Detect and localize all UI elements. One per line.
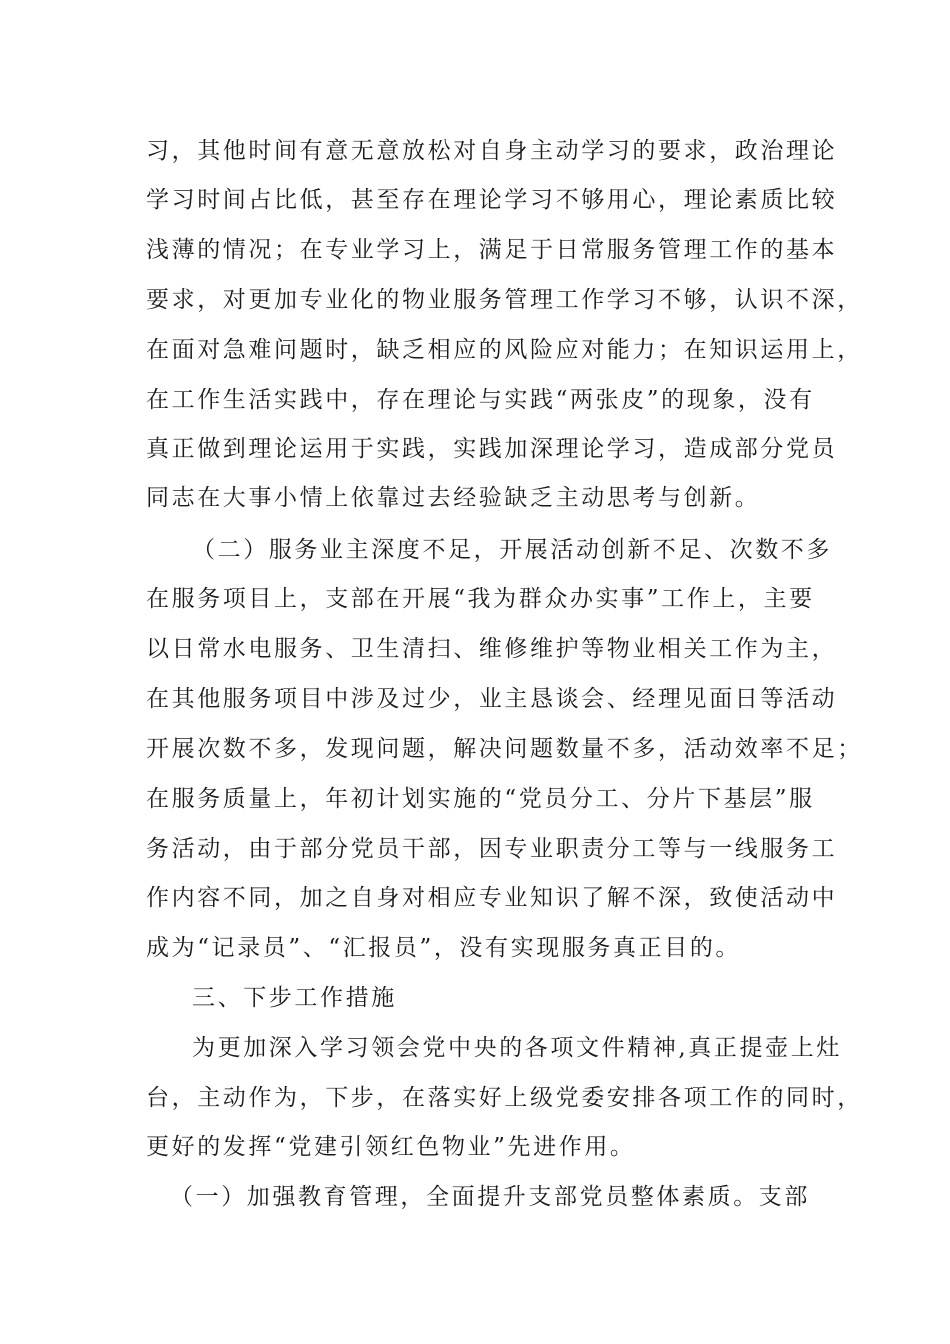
text-line: 更好的发挥“党建引领红色物业”先进作用。	[146, 1134, 636, 1160]
text-line: 在其他服务项目中涉及过少，业主恳谈会、经理见面日等活动	[146, 686, 838, 712]
text-line: 为更加深入学习领会党中央的各项文件精神,真正提壶上灶	[192, 1035, 842, 1061]
text-line: 开展次数不多，发现问题，解决问题数量不多，活动效率不足；	[146, 736, 863, 762]
text-line: 在服务项目上，支部在开展“我为群众办实事”工作上，主要	[146, 586, 815, 612]
text-line: 要求，对更加专业化的物业服务管理工作学习不够，认识不深，	[146, 287, 863, 313]
text-line: 同志在大事小情上依靠过去经验缺乏主动思考与创新。	[146, 485, 761, 511]
section-heading: 三、下步工作措施	[192, 985, 397, 1011]
text-line: 台，主动作为，下步，在落实好上级党委安排各项工作的同时，	[146, 1085, 863, 1111]
text-line: 作内容不同，加之自身对相应专业知识了解不深，致使活动中	[146, 885, 838, 911]
text-line: 务活动，由于部分党员干部，因专业职责分工等与一线服务工	[146, 836, 838, 862]
text-line: 习，其他时间有意无意放松对自身主动学习的要求，政治理论	[146, 138, 838, 164]
text-line: 在面对急难问题时，缺乏相应的风险应对能力；在知识运用上，	[146, 337, 863, 363]
text-line: 学习时间占比低，甚至存在理论学习不够用心，理论素质比较	[146, 187, 838, 213]
text-line: 真正做到理论运用于实践，实践加深理论学习，造成部分党员	[146, 436, 838, 462]
text-line: 浅薄的情况；在专业学习上，满足于日常服务管理工作的基本	[146, 237, 838, 263]
text-line: 以日常水电服务、卫生清扫、维修维护等物业相关工作为主，	[146, 636, 838, 662]
section-heading: （二）服务业主深度不足，开展活动创新不足、次数不多	[192, 537, 832, 563]
text-line: 在服务质量上，年初计划实施的“党员分工、分片下基层”服	[146, 786, 815, 812]
section-heading: （一）加强教育管理，全面提升支部党员整体素质。支部	[170, 1184, 810, 1210]
text-line: 在工作生活实践中，存在理论与实践“两张皮”的现象，没有	[146, 387, 815, 413]
text-line: 成为“记录员”、“汇报员”，没有实现服务真正目的。	[146, 935, 742, 961]
